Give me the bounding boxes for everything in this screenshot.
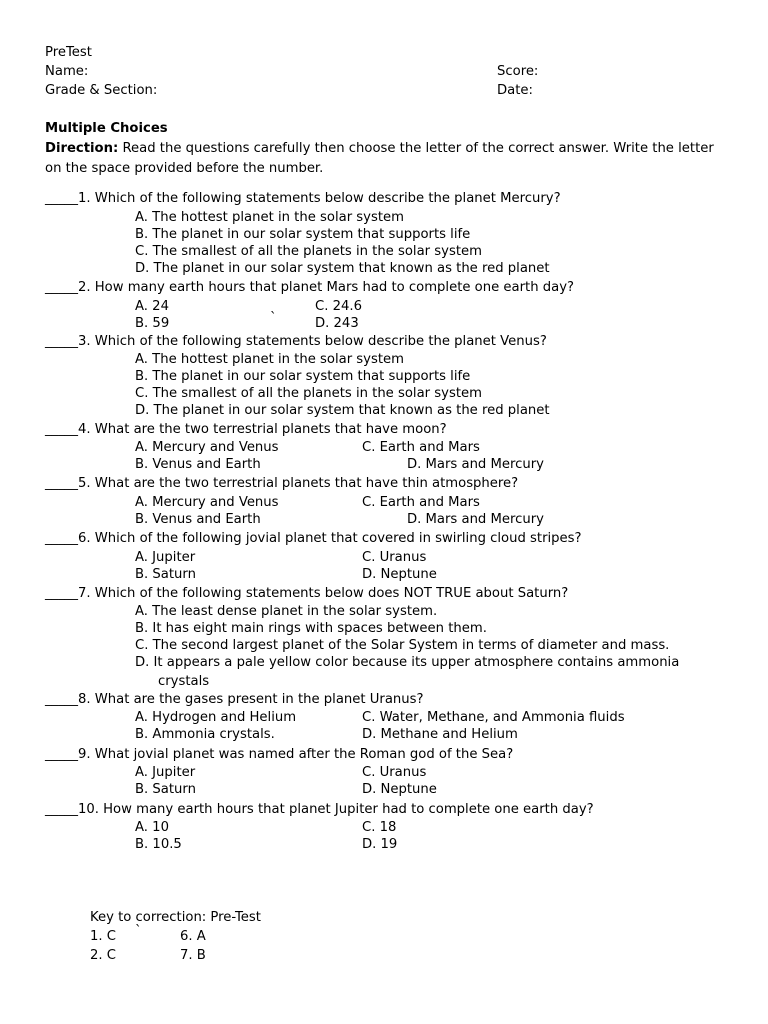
q5-option-c: C. Earth and Mars [362, 495, 480, 510]
q10-option-c: C. 18 [362, 820, 397, 835]
date-label: Date: [497, 83, 533, 98]
question-6: _____6. Which of the following jovial planet that covered in swirling cloud stripes? [45, 531, 582, 546]
q4-option-c: C. Earth and Mars [362, 440, 480, 455]
page-title: PreTest [45, 45, 92, 60]
q3-option-b: B. The planet in our solar system that supports life [135, 369, 471, 384]
q7-option-a: A. The least dense planet in the solar system. [135, 604, 438, 619]
answer-key-title: Key to correction: Pre-Test [90, 910, 261, 925]
q2-option-c: C. 24.6 [315, 299, 362, 314]
direction-text: Read the questions carefully then choose the letter of the correct answer. Write the letter on the space provided before the number. [45, 141, 714, 176]
q8-option-c: C. Water, Methane, and Ammonia fluids [362, 710, 625, 725]
q7-option-b: B. It has eight main rings with spaces between them. [135, 621, 487, 636]
question-7: _____7. Which of the following statements below does NOT TRUE about Saturn? [45, 586, 569, 601]
q4-option-d: D. Mars and Mercury [407, 457, 544, 472]
question-9: _____9. What jovial planet was named after the Roman god of the Sea? [45, 747, 514, 762]
q2-option-b: B. 59 [135, 316, 170, 331]
answer-key-stray-mark: ` [135, 924, 142, 939]
q9-option-a: A. Jupiter [135, 765, 196, 780]
q1-option-d: D. The planet in our solar system that known as the red planet [135, 261, 550, 276]
q3-option-a: A. The hottest planet in the solar system [135, 352, 404, 367]
q6-option-c: C. Uranus [362, 550, 427, 565]
q3-option-c: C. The smallest of all the planets in the solar system [135, 386, 482, 401]
q6-option-b: B. Saturn [135, 567, 196, 582]
q5-option-d: D. Mars and Mercury [407, 512, 544, 527]
q10-option-d: D. 19 [362, 837, 398, 852]
q1-option-b: B. The planet in our solar system that supports life [135, 227, 471, 242]
question-8: _____8. What are the gases present in the planet Uranus? [45, 692, 424, 707]
q9-option-d: D. Neptune [362, 782, 437, 797]
answer-key-2: 2. C [90, 948, 116, 963]
grade-section-label: Grade & Section: [45, 83, 158, 98]
q1-option-a: A. The hottest planet in the solar system [135, 210, 404, 225]
question-4: _____4. What are the two terrestrial planets that have moon? [45, 422, 447, 437]
answer-key-1: 1. C [90, 929, 116, 944]
question-2: _____2. How many earth hours that planet Mars had to complete one earth day? [45, 280, 575, 295]
question-1: _____1. Which of the following statements below describe the planet Mercury? [45, 191, 561, 206]
q8-option-a: A. Hydrogen and Helium [135, 710, 297, 725]
q1-option-c: C. The smallest of all the planets in the solar system [135, 244, 482, 259]
q8-option-b: B. Ammonia crystals. [135, 727, 275, 742]
q9-option-c: C. Uranus [362, 765, 427, 780]
q8-option-d: D. Methane and Helium [362, 727, 518, 742]
q7-option-c: C. The second largest planet of the Solar System in terms of diameter and mass. [135, 638, 670, 653]
section-heading: Multiple Choices [45, 121, 168, 136]
q3-option-d: D. The planet in our solar system that known as the red planet [135, 403, 550, 418]
q5-option-b: B. Venus and Earth [135, 512, 261, 527]
answer-key-6: 6. A [180, 929, 206, 944]
q5-option-a: A. Mercury and Venus [135, 495, 279, 510]
q2-stray-mark: ` [270, 311, 277, 326]
answer-key-7: 7. B [180, 948, 206, 963]
q10-option-a: A. 10 [135, 820, 169, 835]
q6-option-d: D. Neptune [362, 567, 437, 582]
q7-option-d-continued: crystals [158, 674, 210, 689]
q2-option-d: D. 243 [315, 316, 359, 331]
q7-option-d: D. It appears a pale yellow color because its upper atmosphere contains ammonia [135, 655, 680, 670]
q6-option-a: A. Jupiter [135, 550, 196, 565]
q2-option-a: A. 24 [135, 299, 169, 314]
direction-paragraph [45, 139, 725, 178]
name-label: Name: [45, 64, 89, 79]
q10-option-b: B. 10.5 [135, 837, 182, 852]
q4-option-a: A. Mercury and Venus [135, 440, 279, 455]
question-3: _____3. Which of the following statements below describe the planet Venus? [45, 334, 547, 349]
direction-label: Direction: [45, 141, 119, 156]
q9-option-b: B. Saturn [135, 782, 196, 797]
question-5: _____5. What are the two terrestrial planets that have thin atmosphere? [45, 476, 519, 491]
question-10: _____10. How many earth hours that planet Jupiter had to complete one earth day? [45, 802, 594, 817]
score-label: Score: [497, 64, 539, 79]
q4-option-b: B. Venus and Earth [135, 457, 261, 472]
